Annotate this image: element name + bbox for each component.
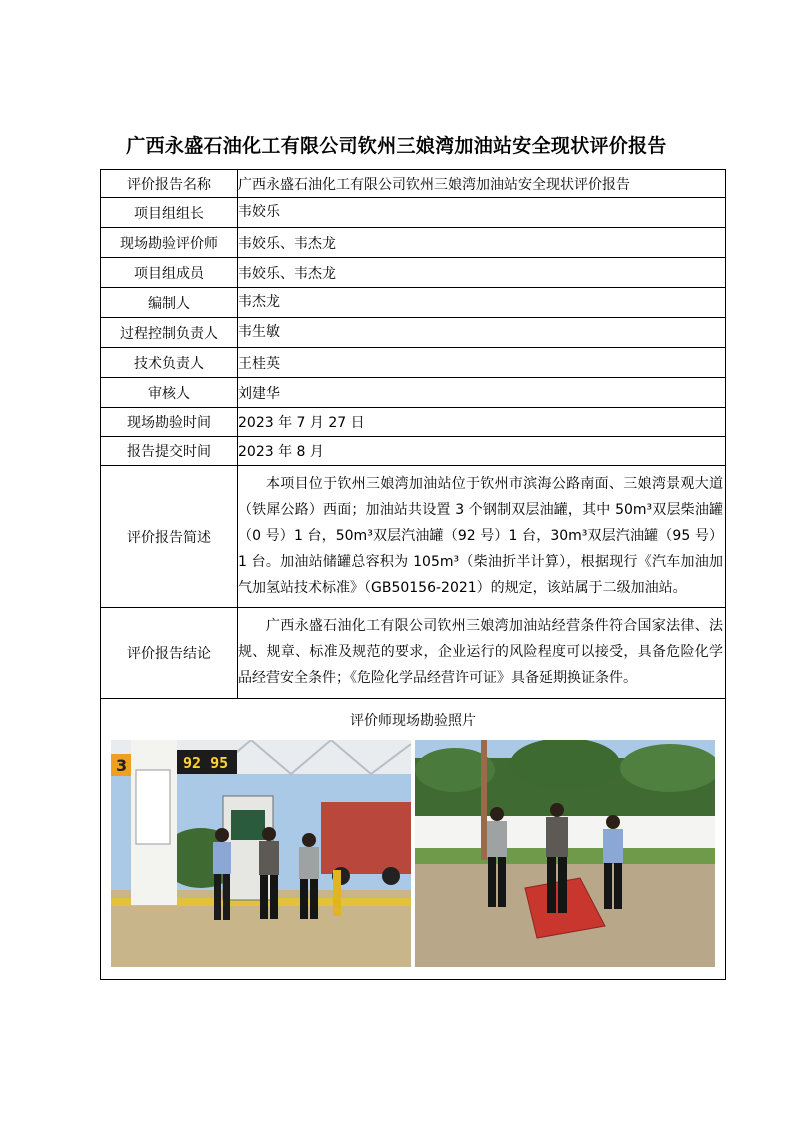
row-label: 项目组成员 bbox=[101, 258, 238, 288]
row-label: 现场勘验评价师 bbox=[101, 228, 238, 258]
table-row bbox=[101, 466, 726, 608]
row-value: 韦姣乐、韦杰龙 bbox=[238, 258, 726, 288]
row-value: 韦杰龙 bbox=[238, 288, 726, 318]
table-row bbox=[101, 348, 726, 378]
row-value: 2023 年 7 月 27 日 bbox=[238, 408, 726, 437]
pump-number: 3 bbox=[116, 756, 128, 775]
table-row bbox=[101, 258, 726, 288]
conclusion-cell bbox=[238, 608, 726, 699]
summary-text: 本项目位于钦州三娘湾加油站位于钦州市滨海公路南面、三娘湾景观大道（铁犀公路）西面；加油站共设置 3 个钢制双层油罐，其中 50m³双层柴油罐（0 号）1 台，50m³双层汽油罐（92 号）1 台，30m³双层汽油罐（95 号）1 台。加油站储罐总容积为 105m³（柴油折半计算），根据现行《汽车加油加气加氢站技术标准》（GB50156-2021）的规定，该站属于二级加油站。 bbox=[238, 476, 723, 596]
safety-signboard bbox=[136, 770, 170, 844]
row-value: 韦生敏 bbox=[238, 318, 726, 348]
row-label: 项目组组长 bbox=[101, 198, 238, 228]
row-label: 过程控制负责人 bbox=[101, 318, 238, 348]
row-value: 王桂英 bbox=[238, 348, 726, 378]
table-row bbox=[101, 437, 726, 466]
conclusion-label: 评价报告结论 bbox=[101, 608, 238, 699]
table-row bbox=[101, 378, 726, 408]
tree bbox=[510, 740, 620, 790]
row-value: 2023 年 8 月 bbox=[238, 437, 726, 466]
truck-wheel bbox=[382, 867, 400, 885]
row-label: 审核人 bbox=[101, 378, 238, 408]
report-info-table bbox=[100, 169, 726, 980]
page-title: 广西永盛石油化工有限公司钦州三娘湾加油站安全现状评价报告 bbox=[126, 135, 667, 157]
table-row bbox=[101, 318, 726, 348]
row-label: 报告提交时间 bbox=[101, 437, 238, 466]
row-value: 韦姣乐 bbox=[238, 198, 726, 228]
row-value: 广西永盛石油化工有限公司钦州三娘湾加油站安全现状评价报告 bbox=[238, 170, 726, 198]
conclusion-text: 广西永盛石油化工有限公司钦州三娘湾加油站经营条件符合国家法律、法规、规章、标准及规范的要求，企业运行的风险程度可以接受，具备危险化学品经营安全条件；《危险化学品经营许可证》具备延期换证条件。 bbox=[238, 618, 723, 686]
table-row bbox=[101, 198, 726, 228]
row-value: 刘建华 bbox=[238, 378, 726, 408]
gas-station-photo bbox=[111, 740, 411, 967]
dump-truck bbox=[321, 802, 411, 874]
table-row bbox=[101, 699, 726, 980]
table-row bbox=[101, 608, 726, 699]
table-row bbox=[101, 170, 726, 198]
photo-section bbox=[101, 699, 726, 980]
table-row bbox=[101, 288, 726, 318]
summary-cell bbox=[238, 466, 726, 608]
tank-area-photo bbox=[415, 740, 715, 967]
fuel-grade-text: 92 95 bbox=[183, 754, 229, 772]
row-value: 韦姣乐、韦杰龙 bbox=[238, 228, 726, 258]
table-row bbox=[101, 228, 726, 258]
summary-label: 评价报告简述 bbox=[101, 466, 238, 608]
photo-section-title: 评价师现场勘验照片 bbox=[350, 713, 476, 729]
bollard bbox=[333, 870, 341, 916]
vent-pipe bbox=[481, 740, 487, 860]
row-label: 技术负责人 bbox=[101, 348, 238, 378]
photo-row bbox=[101, 740, 725, 979]
row-label: 编制人 bbox=[101, 288, 238, 318]
row-label: 现场勘验时间 bbox=[101, 408, 238, 437]
dispenser-display bbox=[231, 810, 265, 840]
row-label: 评价报告名称 bbox=[101, 170, 238, 198]
table-row bbox=[101, 408, 726, 437]
